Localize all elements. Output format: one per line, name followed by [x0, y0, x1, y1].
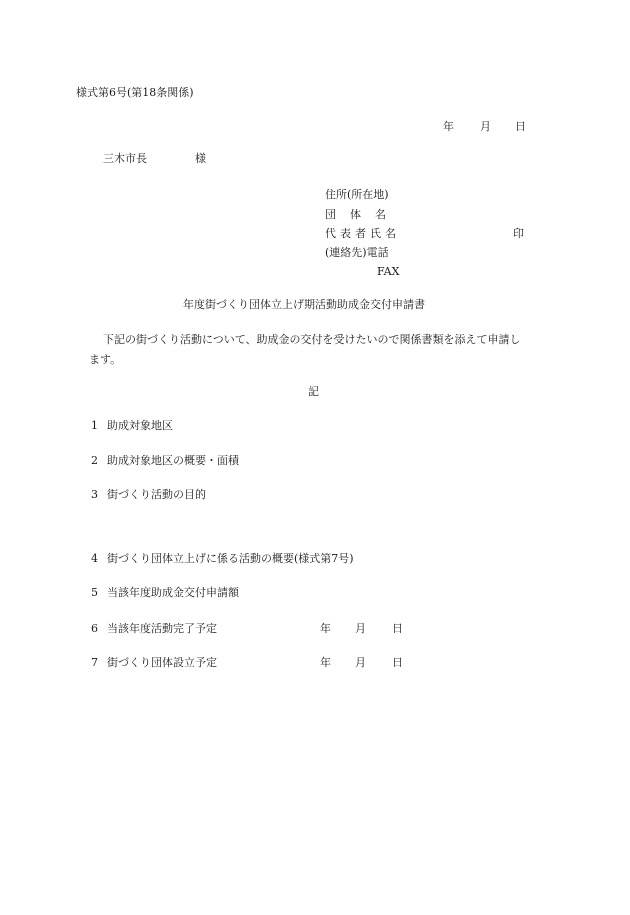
item-date-day: 日	[392, 656, 403, 669]
list-item	[0, 455, 630, 469]
item-date-month: 月	[355, 622, 366, 635]
item-label: 街づくり団体立上げに係る活動の概要(様式第7号)	[107, 552, 354, 565]
item-label: 当該年度活動完了予定	[107, 622, 217, 635]
item-number: 2	[91, 454, 98, 467]
list-item	[0, 553, 630, 567]
item-date-month: 月	[355, 656, 366, 669]
item-label: 当該年度助成金交付申請額	[107, 586, 239, 599]
item-number: 7	[91, 656, 98, 669]
addressee-name: 三木市長	[103, 152, 147, 165]
item-label: 街づくり団体設立予定	[107, 656, 217, 669]
group-name-label: 団体名	[325, 208, 400, 221]
ki-heading: 記	[308, 385, 319, 398]
item-number: 4	[91, 552, 98, 565]
item-number: 3	[91, 488, 98, 501]
body-text-line-2: ます。	[89, 353, 122, 366]
body-text-line-1: 下記の街づくり活動について、助成金の交付を受けたいので関係書類を添えて申請し	[103, 333, 521, 346]
list-item	[0, 657, 630, 671]
item-date-day: 日	[392, 622, 403, 635]
address-label: 住所(所在地)	[325, 188, 389, 201]
representative-name-label: 代表者氏名	[325, 227, 400, 240]
form-number: 様式第6号(第18条関係)	[76, 86, 194, 99]
item-number: 6	[91, 622, 98, 635]
fax-label: FAX	[377, 265, 400, 278]
item-number: 5	[91, 586, 98, 599]
date-year-label: 年	[443, 120, 454, 133]
addressee-honorific: 様	[195, 152, 206, 165]
item-label: 助成対象地区	[107, 419, 173, 432]
list-item	[0, 489, 630, 503]
date-month-label: 月	[480, 120, 491, 133]
item-date-year: 年	[320, 622, 331, 635]
seal-mark: 印	[513, 227, 524, 240]
date-day-label: 日	[515, 120, 526, 133]
item-date-year: 年	[320, 656, 331, 669]
item-number: 1	[91, 419, 98, 432]
list-item	[0, 420, 630, 434]
contact-phone-label: (連絡先)電話	[325, 246, 389, 259]
document-title: 年度街づくり団体立上げ期活動助成金交付申請書	[183, 298, 425, 311]
list-item	[0, 623, 630, 637]
list-item	[0, 587, 630, 601]
item-label: 街づくり活動の目的	[107, 488, 206, 501]
item-label: 助成対象地区の概要・面積	[107, 454, 239, 467]
